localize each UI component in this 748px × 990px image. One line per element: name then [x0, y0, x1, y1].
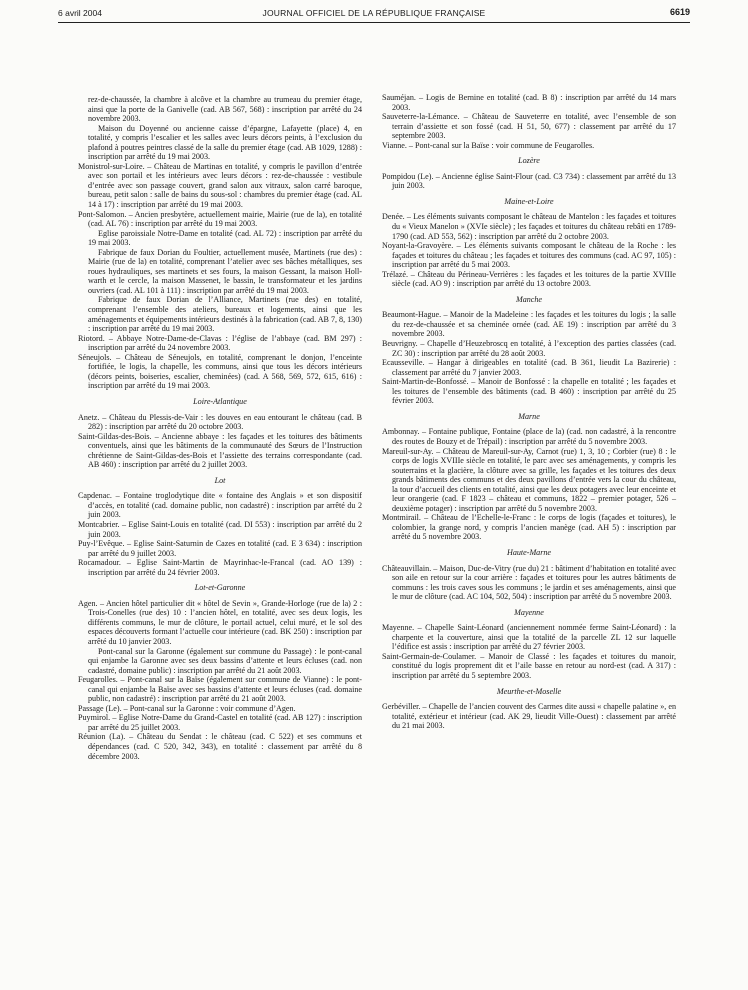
list-item: rez-de-chaussée, la chambre à alcôve et la chambre au trumeau du premier étage, ainsi que la porte de la Ganivelle (cad. AB 567, 568) : inscription par arrêté du 24 novembre 2003. — [88, 95, 362, 124]
list-item: Saint-Gildas-des-Bois. – Ancienne abbaye : les façades et les toitures des bâtiments conventuels, ainsi que les bâtiments de la communauté des Sœurs de l’Instruction chrétienne de Saint-Gildas-des-Bois et l’assiette des terrains correspondante (cad. AB 460) : inscription par arrêté du 2 juillet 2003. — [78, 431, 362, 470]
section-heading: Maine-et-Loire — [504, 196, 554, 206]
section-heading: Mayenne — [514, 607, 544, 617]
list-item: Noyant-la-Gravoyère. – Les éléments suivants composant le château de la Roche : les façades et toitures du château ; les façades et toitures des communs (cad. AC 97, 105) : inscription par arrêté du 5 mai 2003. — [382, 241, 676, 270]
list-item: Eglise paroissiale Notre-Dame en totalité (cad. AL 72) : inscription par arrêté du 19 mai 2003. — [88, 228, 362, 248]
list-item: Vianne. – Pont-canal sur la Baïse : voir commune de Feugarolles. — [382, 140, 595, 150]
section-heading: Loire-Atlantique — [193, 396, 247, 406]
header-page-number: 6619 — [669, 7, 690, 17]
list-item: Montcabrier. – Eglise Saint-Louis en totalité (cad. DI 553) : inscription par arrêté du 2 juin 2003. — [78, 519, 362, 539]
list-item: Trélazé. – Château du Périneau-Verrières : les façades et les toitures de la partie XVIIIe siècle (cad. AO 9) : inscription par arrêté du 13 octobre 2003. — [382, 269, 676, 289]
list-item: Agen. – Ancien hôtel particulier dit « hôtel de Sevin », Grande-Horloge (rue de la) 2 : Trois-Conelles (rue des) 10 : l’ancien hôtel, en totalité, avec ses deux logis, les différents communs, le mur de clôture, le portail actuel, celui muré, et le sol des espaces découverts formant l’actuelle cour intérieure (cad. BK 250) : inscription par arrêté du 10 janvier 2003. — [78, 598, 362, 646]
list-item: Passage (Le). – Pont-canal sur la Garonne : voir commune d’Agen. — [78, 703, 296, 713]
list-item: Ambonnay. – Fontaine publique, Fontaine (place de la) (cad. non cadastré, à la rencontre des routes de Bouzy et de Trépail) : inscription par arrêté du 5 novembre 2003. — [382, 427, 676, 446]
list-item: Ecausseville. – Hangar à dirigeables en totalité (cad. B 361, lieudit La Bazirerie) : classement par arrêté du 7 janvier 2003. — [382, 358, 676, 377]
list-item: Pont-Salomon. – Ancien presbytère, actuellement mairie, Mairie (rue de la), en totalité (cad. AL 76) : inscription par arrêté du 19 mai 2003. — [78, 209, 362, 229]
header-rule — [58, 22, 690, 23]
section-heading: Haute-Marne — [506, 547, 552, 557]
list-item: Pont-canal sur la Garonne (également sur commune du Passage) : le pont-canal qui enjambe la Garonne avec ses deux bassins d’attente et leurs écluses (cad. non cadastré, domaine public) : inscription par arrêté du 21 août 2003. — [88, 646, 362, 675]
list-item: Rocamadour. – Eglise Saint-Martin de Mayrinhac-le-Francal (cad. AO 139) : inscription par arrêté du 24 février 2003. — [78, 558, 362, 577]
list-item: Sauveterre-la-Lémance. – Château de Sauveterre en totalité, avec l’ensemble de son terrain d’assiette et son fossé (cad. H 51, 50, 677) : classement par arrêté du 17 septembre 2003. — [382, 112, 676, 141]
page-header — [58, 6, 690, 20]
list-item: Beaumont-Hague. – Manoir de la Madeleine : les façades et les toitures du logis ; la salle du rez-de-chaussée et sa cheminée ornée (cad. AE 19) : inscription par arrêté du 3 novembre 2003. — [382, 310, 676, 339]
header-date: 6 avril 2004 — [58, 8, 102, 18]
list-item: Séneujols. – Château de Séneujols, en totalité, comprenant le donjon, l’enceinte fortifiée, le logis, la chapelle, les communs, ainsi que tous les décors intérieurs (décors peints, boiseries, escalier, cheminées) (cad. A 568, 569, 572, 615, 616) : inscription par arrêté du 19 mai 2003. — [78, 352, 362, 391]
list-item: Maison du Doyenné ou ancienne caisse d’épargne, Lafayette (place) 4, en totalité, y compris l’escalier et les salles avec leurs décors peints, à l’exclusion du plafond à poutres peintres classé de la salle du premier étage (cad. AB 1029, 1288) : inscription par arrêté du 19 mai 2003. — [88, 123, 362, 162]
list-item: Montmirail. – Château de l’Echelle-le-Franc : le corps de logis (façades et toitures), le colombier, la grange nord, y compris l’ancien manège (cad. AH 5) : inscription par arrêté du 5 novembre 2003. — [382, 513, 676, 542]
list-item: Capdenac. – Fontaine troglodytique dite « fontaine des Anglais » et son dispositif d’accès, en totalité (cad. domaine public, non cadastré) : inscription par arrêté du 2 juin 2003. — [78, 491, 362, 520]
list-item: Gerbéviller. – Chapelle de l’ancien couvent des Carmes dite aussi « chapelle palatine », en totalité, extérieur et intérieur (cad. AK 29, lieudit Ville-Ouest) : classement par arrêté du 21 mai 2003. — [382, 702, 676, 731]
list-item: Fabrique de faux Dorian de l’Alliance, Martinets (rue des) en totalité, comprenant l’ensemble des ateliers, bureaux et logements, ainsi que les aménagements et équipements intérieurs destinés à la fabrication (cad. AB 7, 8, 130) : inscription par arrêté du 19 mai 2003. — [88, 295, 362, 334]
list-item: Anetz. – Château du Plessis-de-Vair : les douves en eau entourant le château (cad. B 282) : inscription par arrêté du 20 octobre 2003. — [78, 412, 362, 432]
section-heading: Lot-et-Garonne — [194, 583, 246, 593]
section-heading: Meurthe-et-Moselle — [496, 686, 562, 696]
list-item: Riotord. – Abbaye Notre-Dame-de-Clavas : l’église de l’abbaye (cad. BM 297) : inscription par arrêté du 24 novembre 2003. — [78, 333, 362, 353]
section-heading: Marne — [518, 411, 540, 421]
list-item: Mareuil-sur-Ay. – Château de Mareuil-sur-Ay, Carnot (rue) 1, 3, 10 ; Corbier (rue) 8 : le corps de logis XVIIIe siècle en totalité, le parc avec ses aménagements, y compris les souterrains et la glacière, la clôture avec sa grille, les façades et les toitures des deux grands bâtiments des communs et des deux pavillons d’entrée vers la cour du château, la tour d’accueil des clients en totalité, ainsi que les deux potagers avec leur enceinte et leur orangerie (cad. F 1823 – château et communs, 1822 – premier potager, 526 – deuxième potager) : inscription par arrêté du 5 novembre 2003. — [382, 446, 676, 513]
list-item: Mayenne. – Chapelle Saint-Léonard (anciennement nommée ferme Saint-Léonard) : la charpente et la couverture, ainsi que la totalité de la parcelle ZL 12 sur laquelle l’édifice est assis : inscription par arrêté du 27 février 2003. — [382, 623, 676, 652]
section-heading: Manche — [515, 294, 543, 304]
section-heading: Lozère — [518, 156, 540, 166]
list-item: Châteauvillain. – Maison, Duc-de-Vitry (rue du) 21 : bâtiment d’habitation en totalité avec son aile en retour sur la cour arrière : façades et toitures pour les autres bâtiments de communs : les trois caves sous les communs ; le jardin et ses aménagements, ainsi que le mur de clôture (cad. AC 104, 502, 504) : inscription par arrêté du 5 novembre 2003. — [382, 563, 676, 602]
list-item: Denée. – Les éléments suivants composant le château de Mantelon : les façades et toitures du « Vieux Manelon » (XVIe siècle) ; les façades et toitures du château rebâti en 1789-1790 (cad. AD 553, 562) : inscription par arrêté du 2 octobre 2003. — [382, 212, 676, 241]
list-item: Feugarolles. – Pont-canal sur la Baïse (également sur commune de Vianne) : le pont-canal qui enjambe la Baïse avec ses bassins d’attente et leurs écluses (cad. domaine public, non cadastré) : inscription par arrêté du 21 août 2003. — [78, 675, 362, 704]
list-item: Beuvrigny. – Chapelle d’Heuzebroscq en totalité, à l’exception des parties classées (cad. ZC 30) : inscription par arrêté du 28 août 2003. — [382, 339, 676, 358]
list-item: Sauméjan. – Logis de Bernine en totalité (cad. B 8) : inscription par arrêté du 14 mars 2003. — [382, 93, 676, 112]
header-title: JOURNAL OFFICIEL DE LA RÉPUBLIQUE FRANÇAISE — [262, 8, 486, 18]
right-column — [382, 93, 676, 731]
section-heading: Lot — [214, 475, 226, 485]
list-item: Pompidou (Le). – Ancienne église Saint-Flour (cad. C3 734) : classement par arrêté du 13 juin 2003. — [382, 171, 676, 191]
list-item: Saint-Martin-de-Bonfossé. – Manoir de Bonfossé : la chapelle en totalité ; les façades et les toitures de l’ensemble des bâtiments (cad. B 460) : inscription par arrêté du 25 février 2003. — [382, 377, 676, 406]
list-item: Réunion (La). – Château du Sendat : le château (cad. C 522) et ses communs et dépendances (cad. C 520, 342, 343), en totalité : classement par arrêté du 8 décembre 2003. — [78, 732, 362, 761]
list-item: Saint-Germain-de-Coulamer. – Manoir de Classé : les façades et toitures du manoir, constitué du logis proprement dit et l’aile basse en retour au nord-est (cad. A 317) : inscription par arrêté du 5 septembre 2003. — [382, 651, 676, 680]
list-item: Monistrol-sur-Loire. – Château de Martinas en totalité, y compris le pavillon d’entrée avec son portail et les intérieurs avec leurs décors : rez-de-chaussée : vestibule d’entrée avec son passage couvert, grand salon aux vitraux, salon carré baroque, bureau, petit salon : salle de bains du sous-sol : chambres du premier étage (cad. AL 14 à 17) : inscription par arrêté du 19 mai 2003. — [78, 161, 362, 210]
left-column — [78, 95, 362, 761]
list-item: Fabrique de faux Dorian du Foultier, actuellement musée, Martinets (rue des) : Mairie (rue de la) en totalité, comprenant l’atelier avec ses bâches métalliques, ses roues hydrauliques, ses martinets et ses fours, la maison Gessant, la maison Holl-warth et le cercle, la maison Massenet, le bassin, le transformateur et les jardins ouvriers (cad. AL 101 à 111) : inscription par arrêté du 19 mai 2003. — [88, 247, 362, 295]
list-item: Puy-l’Evêque. – Eglise Saint-Saturnin de Cazes en totalité (cad. E 3 634) : inscription par arrêté du 9 juillet 2003. — [78, 539, 362, 558]
list-item: Puymirol. – Eglise Notre-Dame du Grand-Castel en totalité (cad. AB 127) : inscription par arrêté du 25 juillet 2003. — [78, 713, 362, 732]
